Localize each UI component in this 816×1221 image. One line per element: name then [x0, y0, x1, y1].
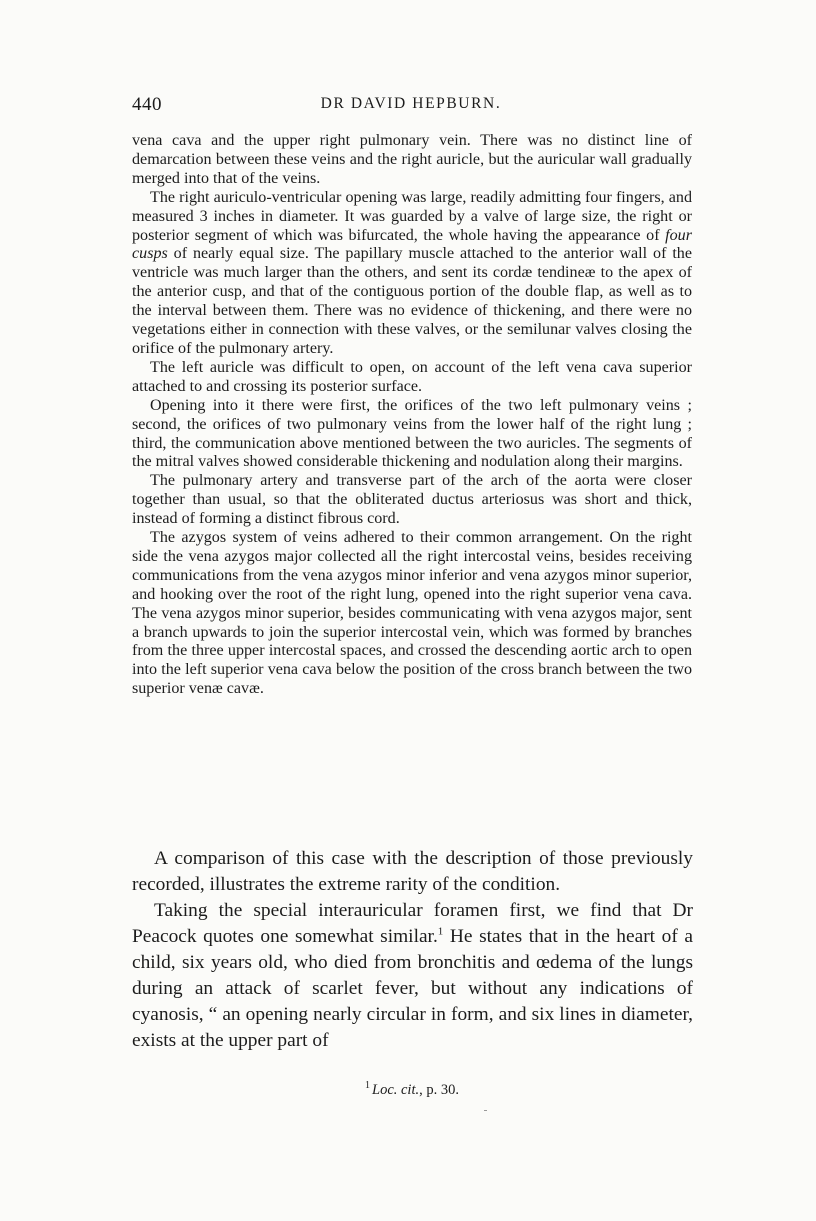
running-title: DR DAVID HEPBURN. — [320, 95, 502, 112]
discussion-text — [132, 846, 693, 1054]
footnote-reference[interactable]: 1 — [437, 925, 444, 938]
case-description-text — [132, 132, 692, 699]
page-mark — [484, 1110, 487, 1111]
paragraph: The left auricle was difficult to open, on account of the left vena cava superior attached to and crossing its posterior surface. — [132, 358, 692, 395]
emphasis: four cusps — [132, 226, 692, 263]
paragraph: The pulmonary artery and transverse part of the arch of the aorta were closer together than usual, so that the obliterated ductus arteriosus was short and thick, instead of forming a distinct fibrous cord. — [132, 472, 692, 528]
footnote-page: , p. 30. — [419, 1082, 459, 1098]
footnote-mark: 1 — [365, 1080, 370, 1092]
paragraph-text: The right auriculo-ventricular opening was large, readily admitting four fingers, and measured 3 inches in diameter. It was guarded by a valve of large size, the right or posterior segment of which was bifurcated, the whole having the appearance of — [132, 188, 692, 244]
paragraph — [132, 898, 693, 1054]
footnote — [132, 1082, 692, 1099]
page-number: 440 — [132, 94, 162, 115]
paragraph-text: of nearly equal size. The papillary muscle attached to the anterior wall of the ventricle was much larger than the others, and sent its cordæ tendineæ to the apex of the anterior cusp, and that of the contiguous portion of the double flap, as well as to the interval between them. There was no evidence of thickening, and there were no vegetations either in connection with these valves, or the semilunar valves closing the orifice of the pulmonary artery. — [132, 245, 692, 357]
footnote-ref: Loc. cit. — [372, 1082, 420, 1098]
paragraph: vena cava and the upper right pulmonary vein. There was no distinct line of demarcation between these veins and the right auricle, but the auricular wall gradually merged into that of the veins. — [132, 132, 692, 187]
paragraph — [132, 189, 692, 359]
paragraph: Opening into it there were first, the orifices of the two left pulmonary veins ; second, the orifices of two pulmonary veins from the lower half of the right lung ; third, the communication above mentioned between the two auricles. The segments of the mitral valves showed considerable thickening and nodulation along their margins. — [132, 396, 692, 471]
page-header — [132, 94, 690, 118]
paragraph: A comparison of this case with the description of those previously recorded, illustrates the extreme rarity of the condition. — [132, 848, 693, 895]
paragraph-text: He states that in the heart of a child, six years old, who died from bronchitis and œdema of the lungs during an attack of scarlet fever, but without any indications of cyanosis, “ an opening nearly circular in form, and six lines in diameter, exists at the upper part of — [132, 926, 693, 1051]
paragraph: The azygos system of veins adhered to their common arrangement. On the right side the vena azygos major collected all the right intercostal veins, besides receiving communications from the vena azygos minor inferior and vena azygos minor superior, and hooking over the root of the right lung, opened into the right superior vena cava. The vena azygos minor superior, besides communicating with vena azygos major, sent a branch upwards to join the superior intercostal vein, which was formed by branches from the three upper intercostal spaces, and crossed the descending aortic arch to open into the left superior vena cava below the position of the cross branch between the two superior venæ cavæ. — [132, 529, 692, 698]
paragraph-text: Taking the special interauricular foramen first, we find that Dr Peacock quotes one somewhat similar. — [132, 900, 693, 947]
